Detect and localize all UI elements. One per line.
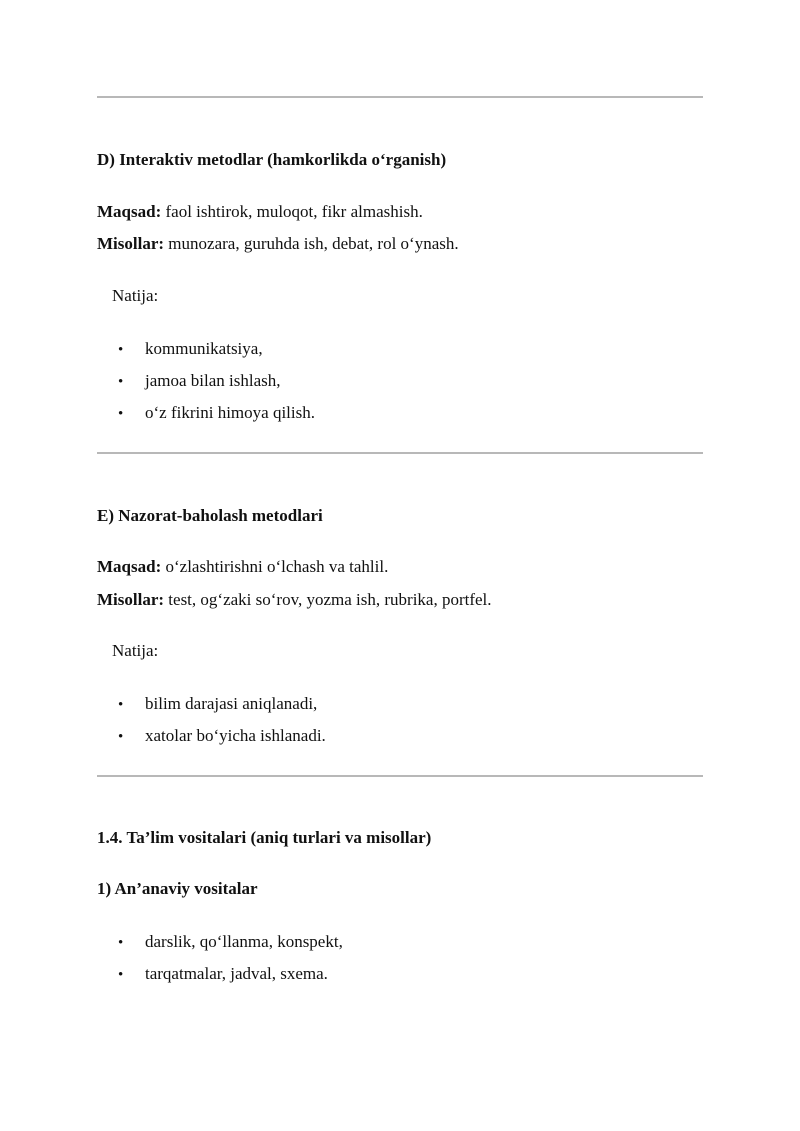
section-d-natija: Natija: xyxy=(112,286,159,305)
section-d-maqsad xyxy=(97,202,423,222)
maqsad-text: faol ishtirok, muloqot, fikr almashish. xyxy=(161,202,423,221)
list-item-text: jamoa bilan ishlash, xyxy=(145,371,281,390)
list-item-text: o‘z fikrini himoya qilish. xyxy=(145,403,315,422)
maqsad-text: o‘zlashtirishni o‘lchash va tahlil. xyxy=(161,557,389,576)
bullet-icon: • xyxy=(118,342,124,358)
list-item xyxy=(118,371,281,392)
bullet-icon: • xyxy=(118,697,124,713)
section-d-heading: D) Interaktiv metodlar (hamkorlikda o‘rganish) xyxy=(97,150,447,169)
horizontal-divider xyxy=(97,96,703,98)
list-item-text: kommunikatsiya, xyxy=(145,339,263,358)
maqsad-label: Maqsad: xyxy=(97,202,162,221)
horizontal-divider xyxy=(97,452,703,454)
list-item-text: darslik, qo‘llanma, konspekt, xyxy=(145,932,343,951)
misollar-label: Misollar: xyxy=(97,590,165,609)
maqsad-label: Maqsad: xyxy=(97,557,162,576)
section-e-heading: E) Nazorat-baholash metodlari xyxy=(97,506,323,525)
list-item-text: tarqatmalar, jadval, sxema. xyxy=(145,964,328,983)
list-item xyxy=(118,403,315,424)
misollar-text: munozara, guruhda ish, debat, rol o‘ynash. xyxy=(164,234,459,253)
list-item xyxy=(118,694,317,715)
list-item xyxy=(118,964,328,985)
list-item xyxy=(118,726,326,747)
bullet-icon: • xyxy=(118,967,124,983)
list-item-text: xatolar bo‘yicha ishlanadi. xyxy=(145,726,326,745)
section-e-natija: Natija: xyxy=(112,641,159,660)
list-item xyxy=(118,932,343,953)
bullet-icon: • xyxy=(118,406,124,422)
list-item-text: bilim darajasi aniqlanadi, xyxy=(145,694,318,713)
section-14-subheading: 1) An’anaviy vositalar xyxy=(97,879,258,898)
section-14-heading: 1.4. Ta’lim vositalari (aniq turlari va misollar) xyxy=(97,828,432,847)
horizontal-divider xyxy=(97,775,703,777)
section-d-misollar xyxy=(97,234,459,254)
section-e-maqsad xyxy=(97,557,388,577)
misollar-text: test, og‘zaki so‘rov, yozma ish, rubrika, portfel. xyxy=(164,590,492,609)
section-e-misollar xyxy=(97,590,492,610)
list-item xyxy=(118,339,263,360)
misollar-label: Misollar: xyxy=(97,234,165,253)
bullet-icon: • xyxy=(118,935,124,951)
bullet-icon: • xyxy=(118,729,124,745)
bullet-icon: • xyxy=(118,374,124,390)
